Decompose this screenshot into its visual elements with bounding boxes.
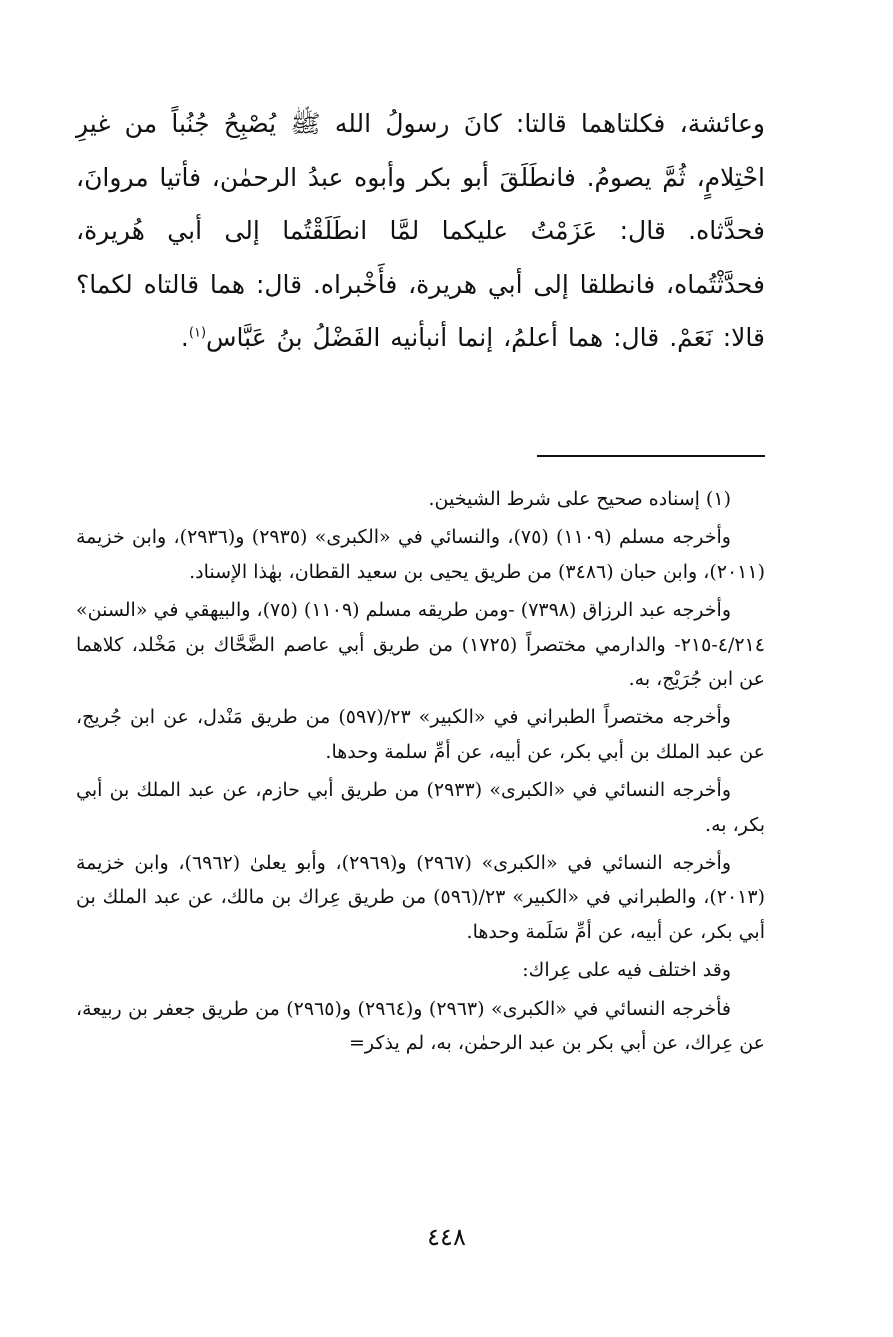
- page-number: ٤٤٨: [427, 1223, 466, 1251]
- footnote-paragraph: (١) إسناده صحيح على شرط الشيخين.: [428, 488, 731, 510]
- footnote-paragraph: وأخرجه مسلم (١١٠٩) (٧٥)، والنسائي في «الكبرى» (٢٩٣٥) و(٢٩٣٦)، وابن خزيمة (٢٠١١)، وابن حبان (٣٤٨٦) من طريق يحيى بن سعيد القطان، بهٰذا الإسناد.: [76, 526, 765, 583]
- footnote-paragraph: وأخرجه النسائي في «الكبرى» (٢٩٣٣) من طريق أبي حازم، عن عبد الملك بن أبي بكر، به.: [76, 779, 765, 836]
- footnote-separator: [537, 455, 765, 457]
- footnote-paragraph: فأخرجه النسائي في «الكبرى» (٢٩٦٣) و(٢٩٦٤) و(٢٩٦٥) من طريق جعفر بن ربيعة، عن عِراك، عن أبي بكر بن عبد الرحمٰن، به، لم يذكر=: [76, 997, 765, 1055]
- footnotes-section: [76, 482, 765, 1065]
- footnote-paragraph: وقد اختلف فيه على عِراك:: [522, 959, 731, 982]
- main-text-body: وعائشة، فكلتاهما قالتا: كانَ رسولُ الله ﷺ يُصْبِحُ جُنُباً من غيرِ احْتِلامٍ، ثُمَّ يصومُ. فانطَلَقَ أبو بكر وأبوه عبدُ الرحمٰن، فأتيا مروانَ، فحدَّثاه. قال: عَزَمْتُ عليكما لمَّا انطَلَقْتُما إلى أبي هُريرة، فحدَّثْتُماه، فانطلقا إلى أبي هريرة، فأَخْبراه. قال: هما قالتاه لكما؟ قالا: نَعَمْ. قال: هما أعلمُ، إنما أنبأنيه الفَضْلُ بنُ عَبَّاس: [76, 109, 765, 353]
- main-text-end: .: [180, 323, 189, 353]
- footnote-reference: (١): [188, 326, 207, 342]
- footnote-paragraph: وأخرجه عبد الرزاق (٧٣٩٨) -ومن طريقه مسلم (١١٠٩) (٧٥)، والبيهقي في «السنن» ٤/٢١٤-٢١٥- والدارمي مختصراً (١٧٢٥) من طريق أبي عاصم الضَّحَّاك بن مَخْلد، كلاهما عن ابن جُرَيْج، به.: [76, 599, 765, 691]
- footnote-paragraph: وأخرجه مختصراً الطبراني في «الكبير» ٢٣/(٥٩٧) من طريق مَنْدل، عن ابن جُريج، عن عبد الملك بن أبي بكر، عن أبيه، عن أمِّ سلمة وحدها.: [76, 706, 765, 763]
- main-text-paragraph: [76, 97, 765, 365]
- footnote-paragraph: وأخرجه النسائي في «الكبرى» (٢٩٦٧) و(٢٩٦٩)، وأبو يعلىٰ (٦٩٦٢)، وابن خزيمة (٢٠١٣)، والطبراني في «الكبير» ٢٣/(٥٩٦) من طريق عِراك بن مالك، عن عبد الملك بن أبي بكر، عن أبيه، عن أمِّ سَلَمة وحدها.: [76, 852, 765, 943]
